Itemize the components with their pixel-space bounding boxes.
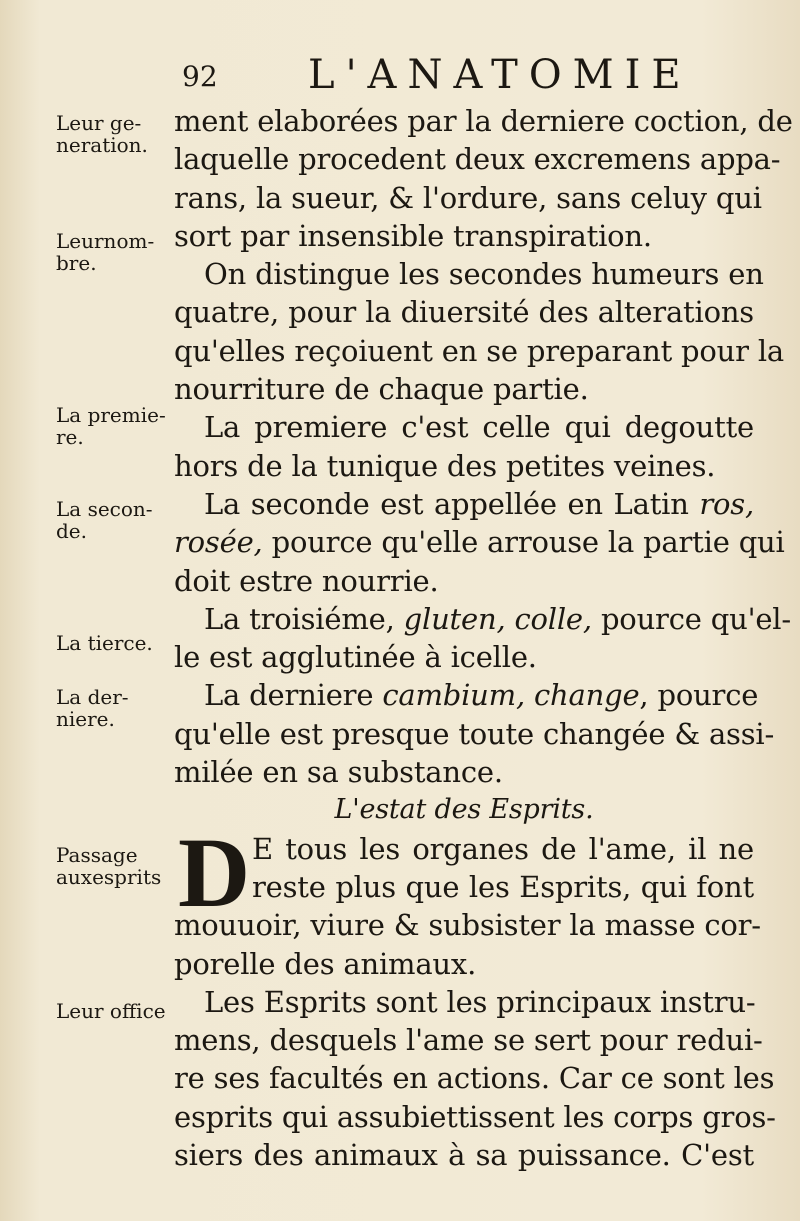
text-line: porelle des animaux.	[174, 946, 477, 981]
text-line: le est agglutinée à icelle.	[174, 640, 537, 675]
page-number: 92	[182, 60, 218, 93]
text-line: qu'elles reçoiuent en se preparant pour la	[174, 333, 784, 368]
text-line: quatre, pour la diuersité des alterations	[174, 295, 754, 330]
body-text	[174, 102, 793, 1174]
text-line: ment elaborées par la derniere coction, de	[174, 104, 793, 138]
margin-note-third: La tierce.	[56, 631, 153, 655]
text-line: reste plus que les Esprits, qui font	[252, 869, 754, 904]
margin-note-second: La secon- de.	[56, 497, 153, 543]
text-line: La seconde est appellée en Latin ros,	[204, 486, 754, 521]
margin-note-first: La premie- re.	[56, 403, 166, 449]
text-line: rans, la sueur, & l'ordure, sans celuy qui	[174, 180, 762, 215]
running-title: L'ANATOMIE	[308, 52, 692, 98]
text-line: nourriture de chaque partie.	[174, 372, 589, 407]
text-line: La troisiéme, gluten, colle, pource qu'el-	[204, 601, 791, 636]
text-line: qu'elle est presque toute changée & assi-	[174, 716, 775, 751]
text-line: laquelle procedent deux excremens appa-	[174, 142, 781, 177]
text-line: rosée, pource qu'elle arrouse la partie qui	[174, 525, 785, 560]
text-line: On distingue les secondes humeurs en	[204, 257, 764, 292]
text-line: re ses facultés en actions. Car ce sont les	[174, 1061, 775, 1096]
text-line: siers des animaux à sa puissance. C'est	[174, 1138, 754, 1173]
drop-capital: D	[178, 816, 251, 928]
text-line: sort par insensible transpiration.	[174, 218, 652, 253]
margin-note-last: La der- niere.	[56, 685, 129, 731]
text-line: La derniere cambium, change, pource	[204, 678, 759, 713]
text-line: Les Esprits sont les principaux instru-	[204, 984, 756, 1019]
margin-note-generation: Leur ge- neration.	[56, 111, 148, 157]
text-line: esprits qui assubiettissent les corps gros-	[174, 1099, 776, 1134]
margin-note-number: Leurnom- bre.	[56, 229, 155, 275]
section-heading: L'estat des Esprits.	[334, 794, 594, 826]
text-line: La premiere c'est celle qui degoutte	[204, 410, 754, 445]
text-line: milée en sa substance.	[174, 755, 503, 790]
text-line: hors de la tunique des petites veines.	[174, 448, 716, 483]
page-header	[180, 52, 750, 98]
text-line: mouuoir, viure & subsister la masse cor-	[174, 908, 761, 943]
margin-note-passage: Passage auxesprits	[56, 843, 162, 889]
text-line: mens, desquels l'ame se sert pour redui-	[174, 1023, 763, 1058]
text-line: E tous les organes de l'ame, il ne	[252, 831, 754, 866]
text-line: doit estre nourrie.	[174, 563, 439, 598]
margin-note-office: Leur office	[56, 999, 166, 1023]
